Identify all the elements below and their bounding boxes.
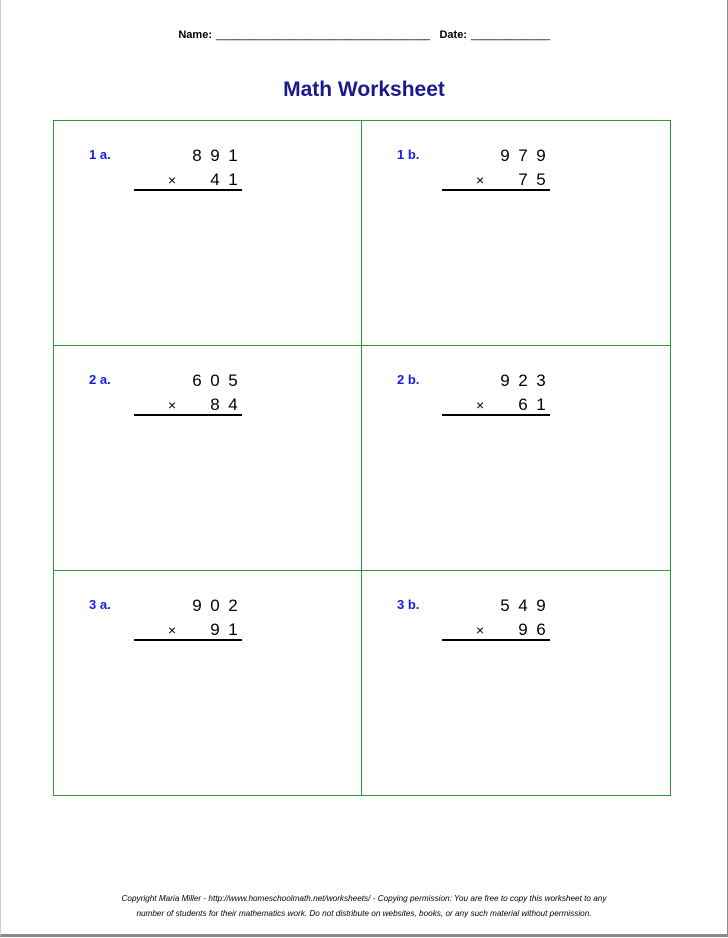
problem-label: 1 b. bbox=[397, 147, 420, 162]
problem-label: 3 b. bbox=[397, 597, 420, 612]
problem-label: 2 a. bbox=[89, 372, 111, 387]
answer-line bbox=[442, 414, 550, 416]
name-label: Name: bbox=[178, 29, 212, 41]
multiplicand: 6 0 5 bbox=[192, 371, 238, 390]
times-sign: × bbox=[168, 397, 177, 413]
problem-cell bbox=[362, 571, 670, 795]
multiplier: 9 1 bbox=[210, 620, 238, 639]
footer-line-2: number of students for their mathematics work. Do not distribute on websites, books, or any such material without permission. bbox=[136, 909, 592, 918]
multiplication-problem bbox=[134, 146, 242, 194]
times-sign: × bbox=[168, 622, 177, 638]
date-label: Date: bbox=[439, 29, 467, 41]
multiplication-problem bbox=[134, 596, 242, 644]
problem-cell bbox=[362, 346, 670, 571]
problem-grid bbox=[53, 120, 671, 796]
answer-line bbox=[442, 189, 550, 191]
multiplicand: 9 2 3 bbox=[500, 371, 546, 390]
times-sign: × bbox=[476, 622, 485, 638]
problem-cell bbox=[54, 121, 362, 346]
multiplicand: 8 9 1 bbox=[192, 146, 238, 165]
answer-line bbox=[134, 639, 242, 641]
multiplication-problem bbox=[134, 371, 242, 419]
problem-label: 2 b. bbox=[397, 372, 420, 387]
copyright-footer bbox=[0, 891, 728, 921]
multiplication-problem bbox=[442, 371, 550, 419]
times-sign: × bbox=[476, 172, 485, 188]
date-field[interactable]: ______________ bbox=[470, 29, 550, 41]
multiplier: 7 5 bbox=[518, 170, 546, 189]
multiplier: 8 4 bbox=[210, 395, 238, 414]
multiplier: 4 1 bbox=[210, 170, 238, 189]
times-sign: × bbox=[476, 397, 485, 413]
answer-line bbox=[442, 639, 550, 641]
multiplication-problem bbox=[442, 146, 550, 194]
problem-cell bbox=[54, 346, 362, 571]
header-row bbox=[0, 29, 728, 41]
multiplicand: 9 7 9 bbox=[500, 146, 546, 165]
multiplication-problem bbox=[442, 596, 550, 644]
page-title: Math Worksheet bbox=[283, 78, 445, 101]
problem-cell bbox=[54, 571, 362, 795]
multiplicand: 9 0 2 bbox=[192, 596, 238, 615]
problem-cell bbox=[362, 121, 670, 346]
answer-line bbox=[134, 189, 242, 191]
times-sign: × bbox=[168, 172, 177, 188]
multiplicand: 5 4 9 bbox=[500, 596, 546, 615]
multiplier: 6 1 bbox=[518, 395, 546, 414]
problem-label: 1 a. bbox=[89, 147, 111, 162]
problem-label: 3 a. bbox=[89, 597, 111, 612]
footer-line-1: Copyright Maria Miller - http://www.homeschoolmath.net/worksheets/ - Copying permission: You are free to copy this worksheet to any bbox=[121, 894, 607, 903]
answer-line bbox=[134, 414, 242, 416]
multiplier: 9 6 bbox=[518, 620, 546, 639]
name-field[interactable]: ______________________________________ bbox=[215, 29, 430, 41]
